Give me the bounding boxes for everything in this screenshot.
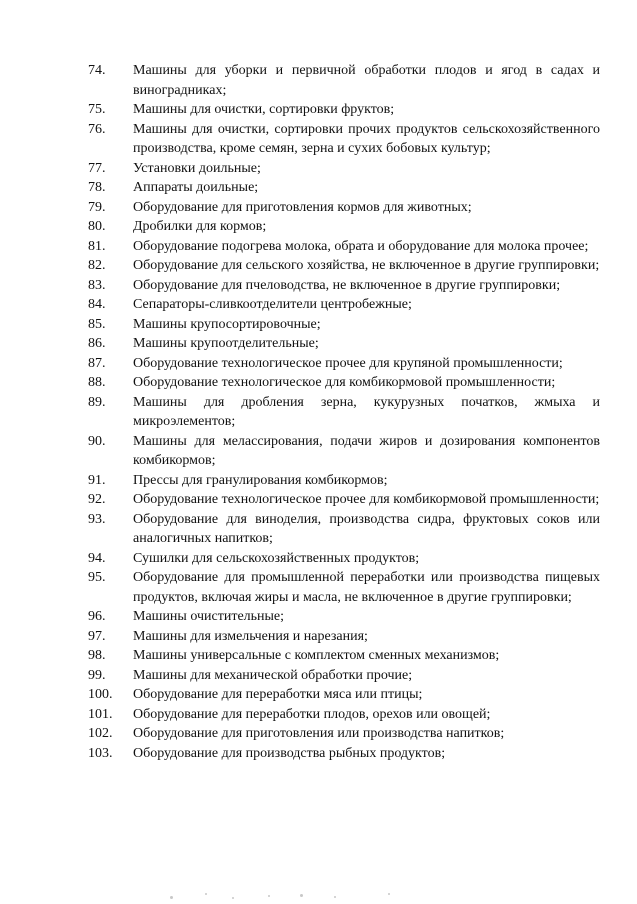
list-item-text: Машины для измельчения и нарезания; [133, 628, 368, 644]
list-item-text: Оборудование для пчеловодства, не включенное в другие группировки; [133, 277, 561, 293]
list-item-text: Прессы для гранулирования комбикормов; [133, 472, 388, 488]
scan-artifact [268, 895, 270, 897]
list-item-number: 97. [88, 628, 106, 644]
list-item-number: 96. [88, 609, 106, 624]
list-item [88, 237, 600, 257]
list-item-text: Машины для механической обработки прочие; [133, 667, 413, 683]
list-item-number: 74. [88, 63, 106, 78]
list-item-number: 78. [88, 180, 106, 195]
scan-artifact [205, 893, 207, 895]
list-item [88, 217, 600, 237]
list-item-number: 93. [88, 511, 106, 527]
list-item-text: Оборудование технологическое прочее для крупяной промышленности; [133, 355, 563, 371]
list-item-number: 84. [88, 297, 106, 312]
list-item-number: 86. [88, 336, 106, 351]
list-item-text: Оборудование для переработки мяса или птицы; [133, 687, 423, 702]
list-item-text: Машины для очистки, сортировки прочих продуктов сельскохозяйственного производства, кроме семян, зерна и сухих бобовых культур; [133, 121, 600, 156]
list-item-text: Машины для очистки, сортировки фруктов; [133, 102, 395, 117]
list-item [88, 178, 600, 198]
list-item [88, 120, 600, 159]
list-item [88, 490, 600, 510]
list-item-text: Оборудование для виноделия, производства сидра, фруктовых соков или аналогичных напитков; [133, 511, 600, 546]
list-item-number: 81. [88, 238, 106, 254]
list-item-text: Оборудование для приготовления кормов для животных; [133, 199, 472, 215]
list-item-text: Машины для мелассирования, подачи жиров и дозирования компонентов комбикормов; [133, 433, 600, 468]
list-item-number: 88. [88, 375, 106, 390]
list-item-text: Аппараты доильные; [133, 180, 259, 195]
list-item-number: 98. [88, 648, 106, 663]
list-item-text: Оборудование технологическое прочее для комбикормовой промышленности; [133, 492, 600, 507]
list-item-number: 94. [88, 550, 106, 566]
list-item [88, 295, 600, 315]
list-item-text: Установки доильные; [133, 160, 261, 176]
list-item [88, 607, 600, 627]
list-item-text: Оборудование для приготовления или производства напитков; [133, 726, 505, 741]
scan-artifact [170, 896, 173, 899]
list-item-text: Оборудование технологическое для комбикормовой промышленности; [133, 375, 556, 390]
list-item [88, 276, 600, 296]
list-item-text: Машины очистительные; [133, 609, 285, 624]
scan-artifact [232, 897, 234, 899]
list-item [88, 685, 600, 705]
list-item-number: 85. [88, 316, 106, 332]
list-item-number: 82. [88, 258, 106, 273]
list-item-text: Оборудование для сельского хозяйства, не включенное в другие группировки; [133, 258, 600, 273]
list-item [88, 100, 600, 120]
list-item [88, 256, 600, 276]
list-item [88, 159, 600, 179]
list-item-text: Машины универсальные с комплектом сменных механизмов; [133, 648, 500, 663]
list-item-text: Машины крупосортировочные; [133, 316, 321, 332]
list-item-text: Сушилки для сельскохозяйственных продуктов; [133, 550, 420, 566]
list-item [88, 510, 600, 549]
list-item-number: 103. [88, 745, 113, 761]
list-item-number: 100. [88, 687, 113, 702]
list-item [88, 198, 600, 218]
list-item-text: Машины для дробления зерна, кукурузных початков, жмыха и микроэлементов; [133, 394, 600, 429]
list-item-number: 90. [88, 433, 106, 449]
list-item-number: 91. [88, 472, 106, 488]
list-item [88, 627, 600, 647]
list-item [88, 724, 600, 744]
list-item-text: Дробилки для кормов; [133, 219, 267, 234]
list-item [88, 705, 600, 725]
list-item [88, 568, 600, 607]
list-item [88, 471, 600, 491]
list-item-number: 79. [88, 199, 106, 215]
list-item-number: 92. [88, 492, 106, 507]
list-item-number: 102. [88, 726, 113, 741]
list-item-text: Оборудование для производства рыбных продуктов; [133, 745, 446, 761]
scan-artifact [300, 894, 303, 897]
list-item [88, 334, 600, 354]
list-item-number: 75. [88, 102, 106, 117]
list-item [88, 549, 600, 569]
list-item [88, 373, 600, 393]
list-item-number: 87. [88, 355, 106, 371]
list-item-number: 80. [88, 219, 106, 234]
list-item-number: 76. [88, 121, 106, 137]
list-item [88, 61, 600, 100]
list-item [88, 354, 600, 374]
list-item-text: Оборудование для переработки плодов, орехов или овощей; [133, 706, 491, 722]
list-item-text: Оборудование для промышленной переработки или производства пищевых продуктов, включая жиры и масла, не включенное в другие группировки; [133, 570, 600, 605]
list-item [88, 432, 600, 471]
list-item-text: Машины крупоотделительные; [133, 336, 319, 351]
numbered-list [88, 61, 600, 763]
list-item [88, 744, 600, 764]
list-item-number: 83. [88, 277, 106, 293]
list-item [88, 666, 600, 686]
list-item-number: 95. [88, 570, 106, 585]
list-item [88, 393, 600, 432]
list-item [88, 646, 600, 666]
list-item-text: Машины для уборки и первичной обработки плодов и ягод в садах и виноградниках; [133, 63, 600, 98]
scan-artifact [388, 893, 390, 895]
list-item-text: Оборудование подогрева молока, обрата и оборудование для молока прочее; [133, 238, 589, 254]
list-item [88, 315, 600, 335]
scan-artifact [334, 896, 336, 898]
list-item-number: 77. [88, 160, 106, 176]
list-item-number: 101. [88, 706, 113, 722]
list-item-number: 99. [88, 667, 106, 683]
list-item-number: 89. [88, 394, 106, 410]
list-item-text: Сепараторы-сливкоотделители центробежные; [133, 297, 412, 312]
